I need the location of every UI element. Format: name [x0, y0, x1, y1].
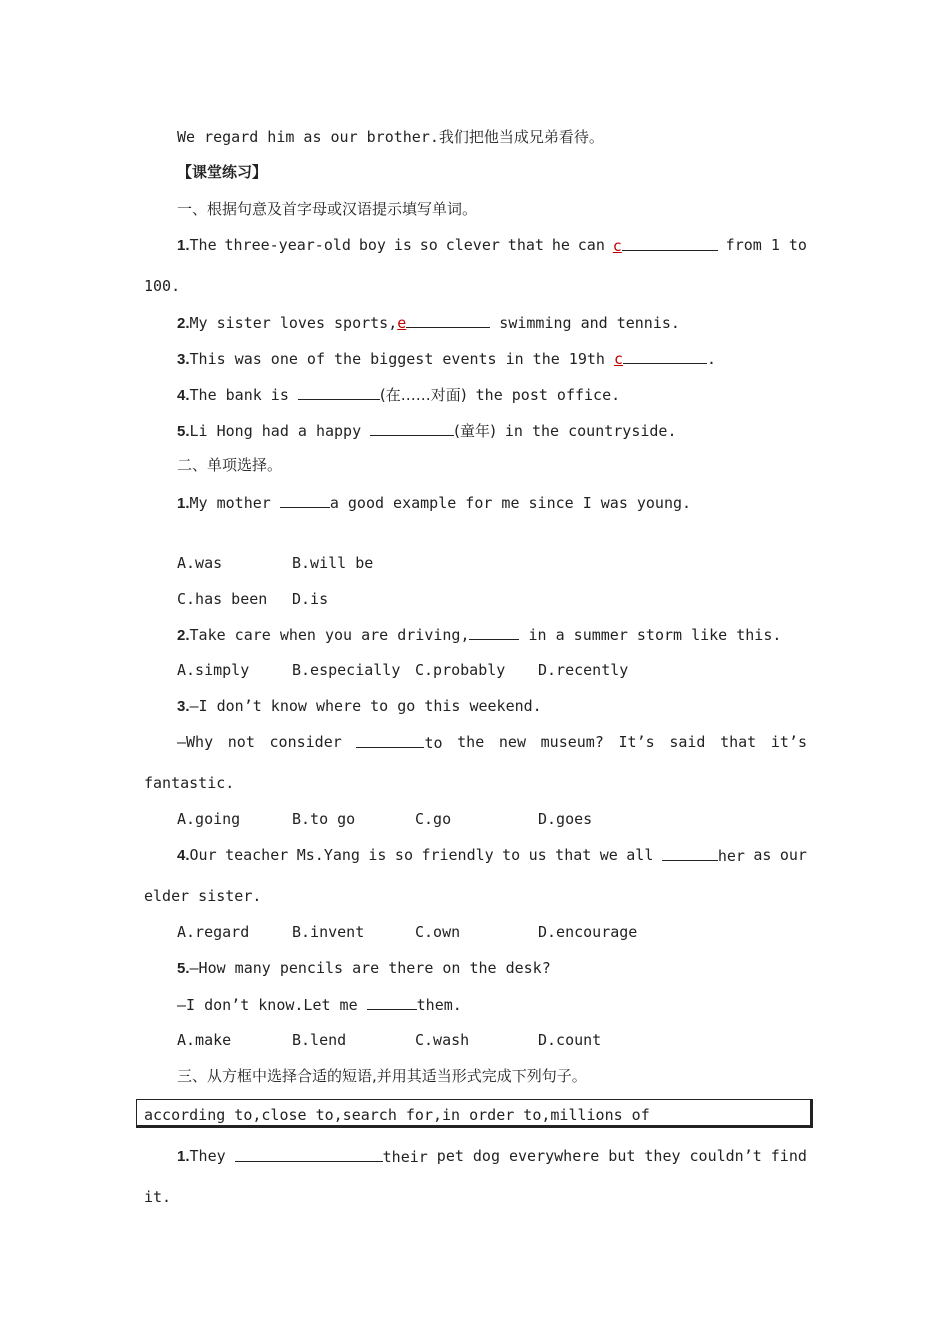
answer-blank[interactable] [469, 625, 519, 640]
initial-letter-hint: c [613, 350, 623, 368]
option-d[interactable]: D.encourage [538, 923, 638, 941]
word: dog [472, 1147, 500, 1165]
part3-q1-wrap: it. [144, 1188, 172, 1206]
question-text: in a summer storm like this. [519, 626, 782, 644]
option-c[interactable]: C.wash [415, 1031, 470, 1049]
word: that [507, 236, 544, 254]
question-number: 4. [177, 847, 190, 864]
word: The [189, 236, 217, 254]
word: so [419, 236, 438, 254]
option-d[interactable]: D.goes [538, 810, 593, 828]
option-b[interactable]: B.will be [292, 554, 374, 572]
word: consider [269, 733, 342, 751]
option-a[interactable]: A.going [177, 810, 241, 828]
question-text: them. [416, 996, 462, 1014]
chinese-hint: (童年) [454, 422, 496, 440]
word: he [551, 236, 570, 254]
part1-q1-line [177, 236, 807, 255]
phrase-box-text: according to,close to,search for,in order to,millions of [144, 1106, 650, 1124]
option-b[interactable]: B.invent [292, 923, 365, 941]
initial-letter-hint: c [612, 237, 622, 255]
option-b[interactable]: B.especially [292, 661, 401, 679]
word: their [382, 1148, 428, 1166]
answer-blank[interactable] [662, 846, 718, 861]
word: the [457, 733, 485, 751]
answer-blank[interactable] [298, 385, 380, 400]
part1-q5 [177, 421, 676, 441]
question-text: The bank is [189, 386, 298, 404]
word: not [227, 733, 255, 751]
chinese-hint: (在……对面) [379, 386, 467, 404]
question-text: Li Hong had a happy [189, 422, 371, 440]
word: find [770, 1147, 807, 1165]
part2-q5-line1 [177, 959, 551, 978]
question-text: . [707, 350, 717, 368]
question-text: This was one of the biggest events in the 19th [189, 350, 614, 368]
word: her [717, 847, 745, 865]
word: boy [358, 236, 386, 254]
question-number: 5. [177, 423, 190, 440]
question-number: 3. [177, 351, 190, 368]
word: from 1 to [725, 236, 807, 254]
part2-q1 [177, 493, 691, 513]
part2-q3-line1 [177, 697, 542, 716]
question-number: 1. [177, 237, 190, 254]
question-number: 1. [177, 495, 190, 512]
word: to [424, 734, 443, 752]
word: three-year-old [224, 236, 351, 254]
word: It’s [618, 733, 655, 751]
answer-blank[interactable] [370, 421, 454, 436]
initial-letter-hint: e [397, 314, 407, 332]
word: we [599, 846, 618, 864]
answer-blank[interactable] [356, 733, 424, 748]
part1-heading: 一、根据句意及首字母或汉语提示填写单词。 [177, 200, 478, 218]
word: all [626, 846, 654, 864]
part3-heading: 三、从方框中选择合适的短语,并用其适当形式完成下列句子。 [177, 1067, 587, 1085]
word: friendly [421, 846, 494, 864]
option-b[interactable]: B.to go [292, 810, 356, 828]
word: clever [445, 236, 500, 254]
word: to [502, 846, 521, 864]
question-number: 1. [177, 1148, 190, 1165]
part1-q1-wrap: 100. [144, 277, 181, 295]
question-number: 2. [177, 315, 190, 332]
word: teacher [225, 846, 289, 864]
word: is [393, 236, 412, 254]
answer-blank[interactable] [367, 995, 417, 1010]
word: Ms.Yang [296, 846, 360, 864]
option-a[interactable]: A.was [177, 554, 223, 572]
question-text: Take care when you are driving, [189, 626, 470, 644]
part2-q4-line [177, 846, 807, 865]
option-a[interactable]: A.make [177, 1031, 232, 1049]
option-a[interactable]: A.regard [177, 923, 250, 941]
word: everywhere [508, 1147, 600, 1165]
word: pet [436, 1147, 464, 1165]
question-number: 5. [177, 960, 190, 977]
word: us [528, 846, 547, 864]
question-number: 3. [177, 698, 190, 715]
word: museum? [540, 733, 604, 751]
option-d[interactable]: D.is [292, 590, 329, 608]
part2-q2 [177, 625, 781, 645]
word: they [644, 1147, 681, 1165]
part2-heading: 二、单项选择。 [177, 456, 283, 474]
word: can [577, 236, 605, 254]
question-text: —How many pencils are there on the desk? [189, 959, 551, 977]
question-text: My mother [189, 494, 280, 512]
word: it’s [770, 733, 807, 751]
example-chinese: 我们把他当成兄弟看待。 [438, 128, 604, 146]
option-a[interactable]: A.simply [177, 661, 250, 679]
word: couldn’t [689, 1147, 762, 1165]
answer-blank[interactable] [397, 314, 490, 332]
option-c[interactable]: C.go [415, 810, 452, 828]
part1-q4 [177, 385, 620, 405]
option-d[interactable]: D.count [538, 1031, 602, 1049]
answer-blank[interactable] [235, 1147, 383, 1162]
answer-blank[interactable] [280, 493, 330, 508]
word: said [669, 733, 706, 751]
word: that [555, 846, 592, 864]
part1-q2 [177, 313, 680, 333]
word: as [753, 846, 772, 864]
part2-q5-line2 [177, 995, 462, 1014]
word: Our [189, 846, 217, 864]
part1-q3 [177, 349, 716, 369]
word: so [394, 846, 413, 864]
example-sentence [177, 128, 604, 146]
part2-q3-wrap: fantastic. [144, 774, 235, 792]
word: but [608, 1147, 636, 1165]
option-c[interactable]: C.has been [177, 590, 268, 608]
option-b[interactable]: B.lend [292, 1031, 347, 1049]
answer-blank[interactable] [614, 350, 707, 368]
question-text: in the countryside. [495, 422, 677, 440]
answer-blank[interactable] [613, 236, 718, 255]
option-d[interactable]: D.recently [538, 661, 629, 679]
part2-q4-wrap: elder sister. [144, 887, 262, 905]
question-text: My sister loves sports, [189, 314, 398, 332]
question-number: 2. [177, 627, 190, 644]
part3-q1-line [177, 1147, 807, 1166]
question-text: a good example for me since I was young. [329, 494, 692, 512]
option-c[interactable]: C.probably [415, 661, 506, 679]
part2-q3-line2 [177, 733, 807, 752]
word: is [368, 846, 387, 864]
question-text: —I don’t know.Let me [177, 996, 367, 1014]
question-number: 4. [177, 387, 190, 404]
question-text: —I don’t know where to go this weekend. [189, 697, 542, 715]
option-c[interactable]: C.own [415, 923, 461, 941]
word: They [189, 1147, 226, 1165]
word: new [498, 733, 526, 751]
question-text: the post office. [466, 386, 621, 404]
example-english: We regard him as our brother. [177, 128, 439, 146]
question-text: swimming and tennis. [490, 314, 680, 332]
word: that [720, 733, 757, 751]
section-title: 【课堂练习】 [177, 163, 268, 181]
word: our [779, 846, 807, 864]
word: —Why [177, 733, 214, 751]
